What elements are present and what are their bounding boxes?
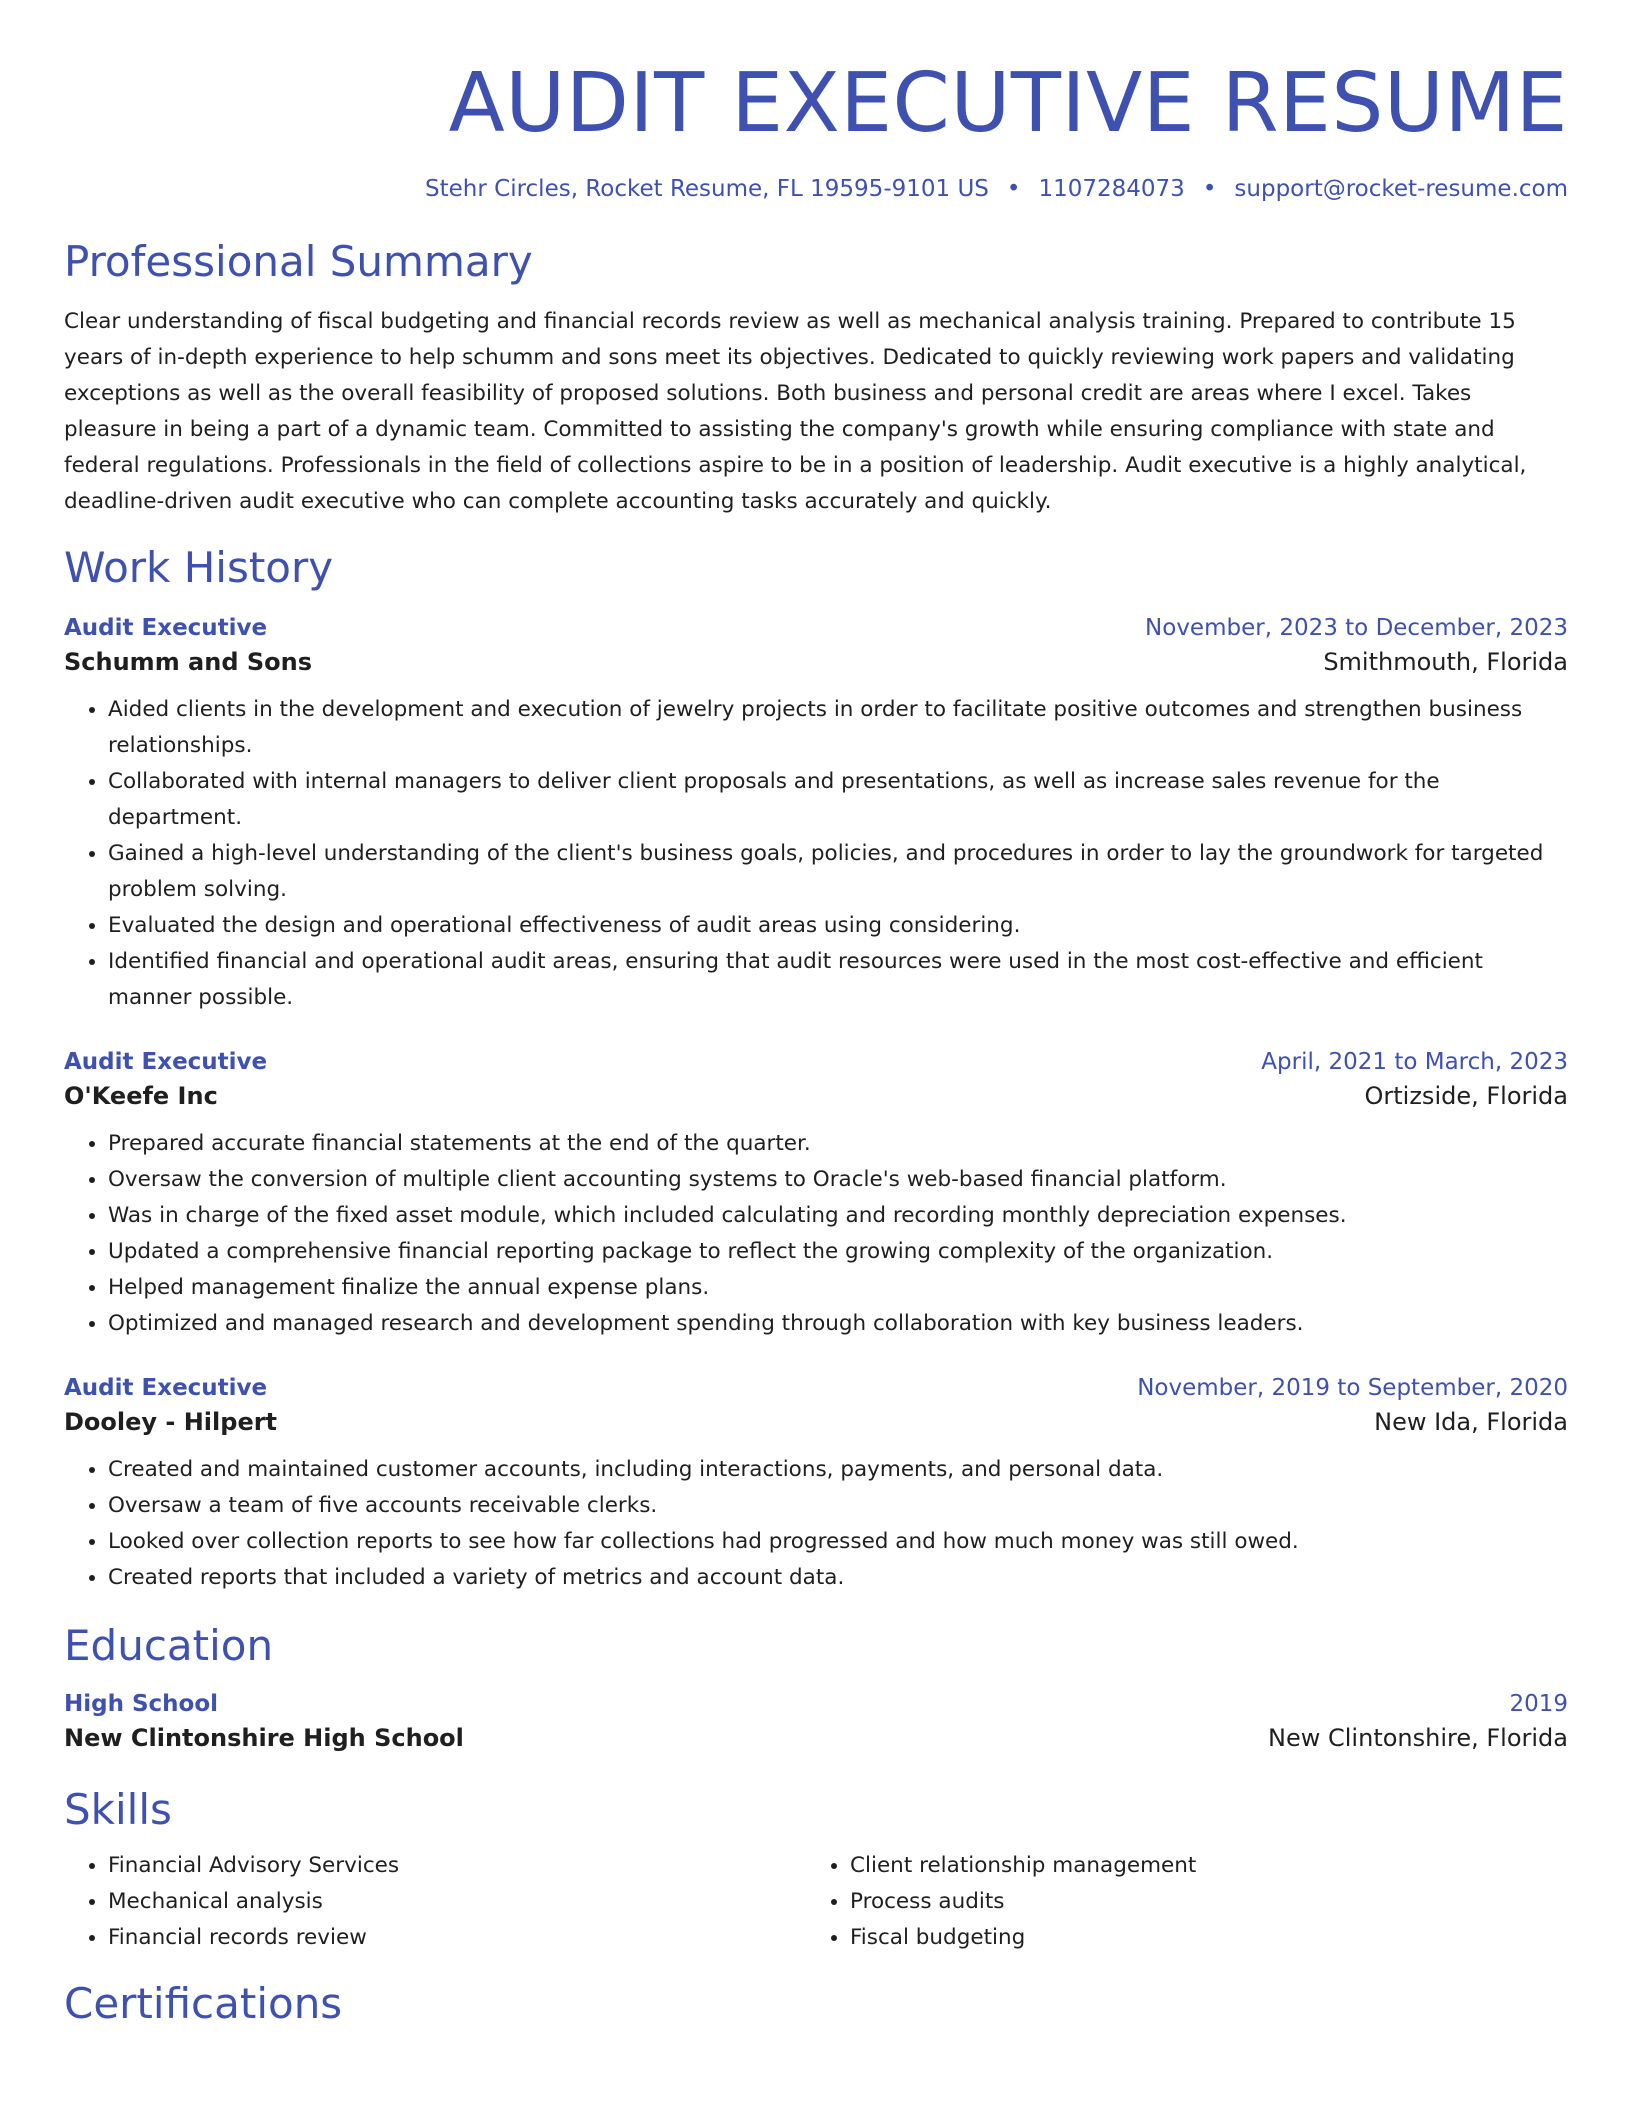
section-heading-summary: Professional Summary: [64, 237, 533, 286]
education-location: New Clintonshire, Florida: [1268, 1724, 1568, 1752]
list-item: • Helped management finalize the annual expense plans.: [108, 1270, 1568, 1306]
list-item: • Aided clients in the development and execution of jewelry projects in order to facilitate positive outcomes and strengthen business relationships.: [108, 692, 1568, 764]
skills-columns: [64, 1848, 1568, 1956]
skills-section: [64, 1784, 1568, 1956]
job-company: O'Keefe Inc: [64, 1082, 218, 1110]
job-company: Schumm and Sons: [64, 648, 313, 676]
job-location: New Ida, Florida: [1374, 1408, 1568, 1436]
section-heading-certifications: Certifications: [64, 1979, 343, 2028]
list-item: • Was in charge of the fixed asset module, which included calculating and recording monthly depreciation expenses.: [108, 1198, 1568, 1234]
list-item: • Prepared accurate financial statements at the end of the quarter.: [108, 1126, 1568, 1162]
list-item: • Updated a comprehensive financial reporting package to reflect the growing complexity of the organization.: [108, 1234, 1568, 1270]
job-title: Audit Executive: [64, 1049, 268, 1075]
job-entry: [64, 612, 1568, 1016]
contact-phone: 1107284073: [1038, 176, 1185, 202]
job-title: Audit Executive: [64, 1375, 268, 1401]
contact-line: [64, 174, 1568, 204]
list-item: • Collaborated with internal managers to deliver client proposals and presentations, as well as increase sales revenue for the department.: [108, 764, 1568, 836]
contact-separator: •: [1006, 176, 1021, 202]
certifications-section: [64, 1978, 1568, 2030]
job-dates: November, 2019 to September, 2020: [1137, 1375, 1568, 1401]
education-year: 2019: [1509, 1691, 1568, 1717]
list-item: • Looked over collection reports to see how far collections had progressed and how much money was still owed.: [108, 1524, 1568, 1560]
list-item: • Oversaw the conversion of multiple client accounting systems to Oracle's web-based financial platform.: [108, 1162, 1568, 1198]
summary-section: [64, 236, 1568, 520]
contact-address: Stehr Circles, Rocket Resume, FL 19595-9101 US: [425, 176, 989, 202]
education-section: [64, 1620, 1568, 1756]
list-item: • Created and maintained customer accounts, including interactions, payments, and personal data.: [108, 1452, 1568, 1488]
job-location: Ortizside, Florida: [1364, 1082, 1568, 1110]
job-bullets: [64, 692, 1568, 1016]
skill-item: • Fiscal budgeting: [850, 1920, 1568, 1956]
section-heading-education: Education: [64, 1621, 274, 1670]
list-item: • Optimized and managed research and development spending through collaboration with key business leaders.: [108, 1306, 1568, 1342]
summary-text: Clear understanding of fiscal budgeting and financial records review as well as mechanical analysis training. Prepared to contribute 15 years of in-depth experience to help schumm and sons meet its objectives. Dedicated to quickly reviewing work papers and validating exceptions as well as the overall feasibility of proposed solutions. Both business and personal credit are areas where I excel. Takes pleasure in being a part of a dynamic team. Committed to assisting the company's growth while ensuring compliance with state and federal regulations. Professionals in the field of collections aspire to be in a position of leadership. Audit executive is a highly analytical, deadline-driven audit executive who can complete accounting tasks accurately and quickly.: [64, 309, 1527, 514]
education-entry: [64, 1688, 1568, 1756]
job-dates: November, 2023 to December, 2023: [1145, 615, 1568, 641]
list-item: • Identified financial and operational audit areas, ensuring that audit resources were used in the most cost-effective and efficient manner possible.: [108, 944, 1568, 1016]
contact-email: support@rocket-resume.com: [1234, 176, 1568, 202]
list-item: • Oversaw a team of five accounts receivable clerks.: [108, 1488, 1568, 1524]
skill-item: • Client relationship management: [850, 1848, 1568, 1884]
education-school: New Clintonshire High School: [64, 1724, 464, 1752]
list-item: • Gained a high-level understanding of the client's business goals, policies, and procedures in order to lay the groundwork for targeted problem solving.: [108, 836, 1568, 908]
page-title: AUDIT EXECUTIVE RESUME: [448, 56, 1568, 151]
skill-item: • Financial Advisory Services: [108, 1848, 806, 1884]
job-dates: April, 2021 to March, 2023: [1261, 1049, 1568, 1075]
skills-list-left: [64, 1848, 806, 1956]
list-item: • Evaluated the design and operational effectiveness of audit areas using considering.: [108, 908, 1568, 944]
job-bullets: [64, 1126, 1568, 1342]
job-bullets: [64, 1452, 1568, 1596]
section-heading-work-history: Work History: [64, 543, 334, 592]
skill-item: • Process audits: [850, 1884, 1568, 1920]
job-title: Audit Executive: [64, 615, 268, 641]
contact-separator: •: [1202, 176, 1217, 202]
list-item: • Created reports that included a variety of metrics and account data.: [108, 1560, 1568, 1596]
job-entry: [64, 1046, 1568, 1342]
skill-item: • Financial records review: [108, 1920, 806, 1956]
education-degree: High School: [64, 1691, 219, 1717]
job-location: Smithmouth, Florida: [1323, 648, 1568, 676]
section-heading-skills: Skills: [64, 1785, 172, 1834]
skills-list-right: [806, 1848, 1568, 1956]
skill-item: • Mechanical analysis: [108, 1884, 806, 1920]
job-entry: [64, 1372, 1568, 1596]
work-history-section: [64, 542, 1568, 1596]
resume-header: [64, 0, 1568, 204]
job-company: Dooley - Hilpert: [64, 1408, 278, 1436]
